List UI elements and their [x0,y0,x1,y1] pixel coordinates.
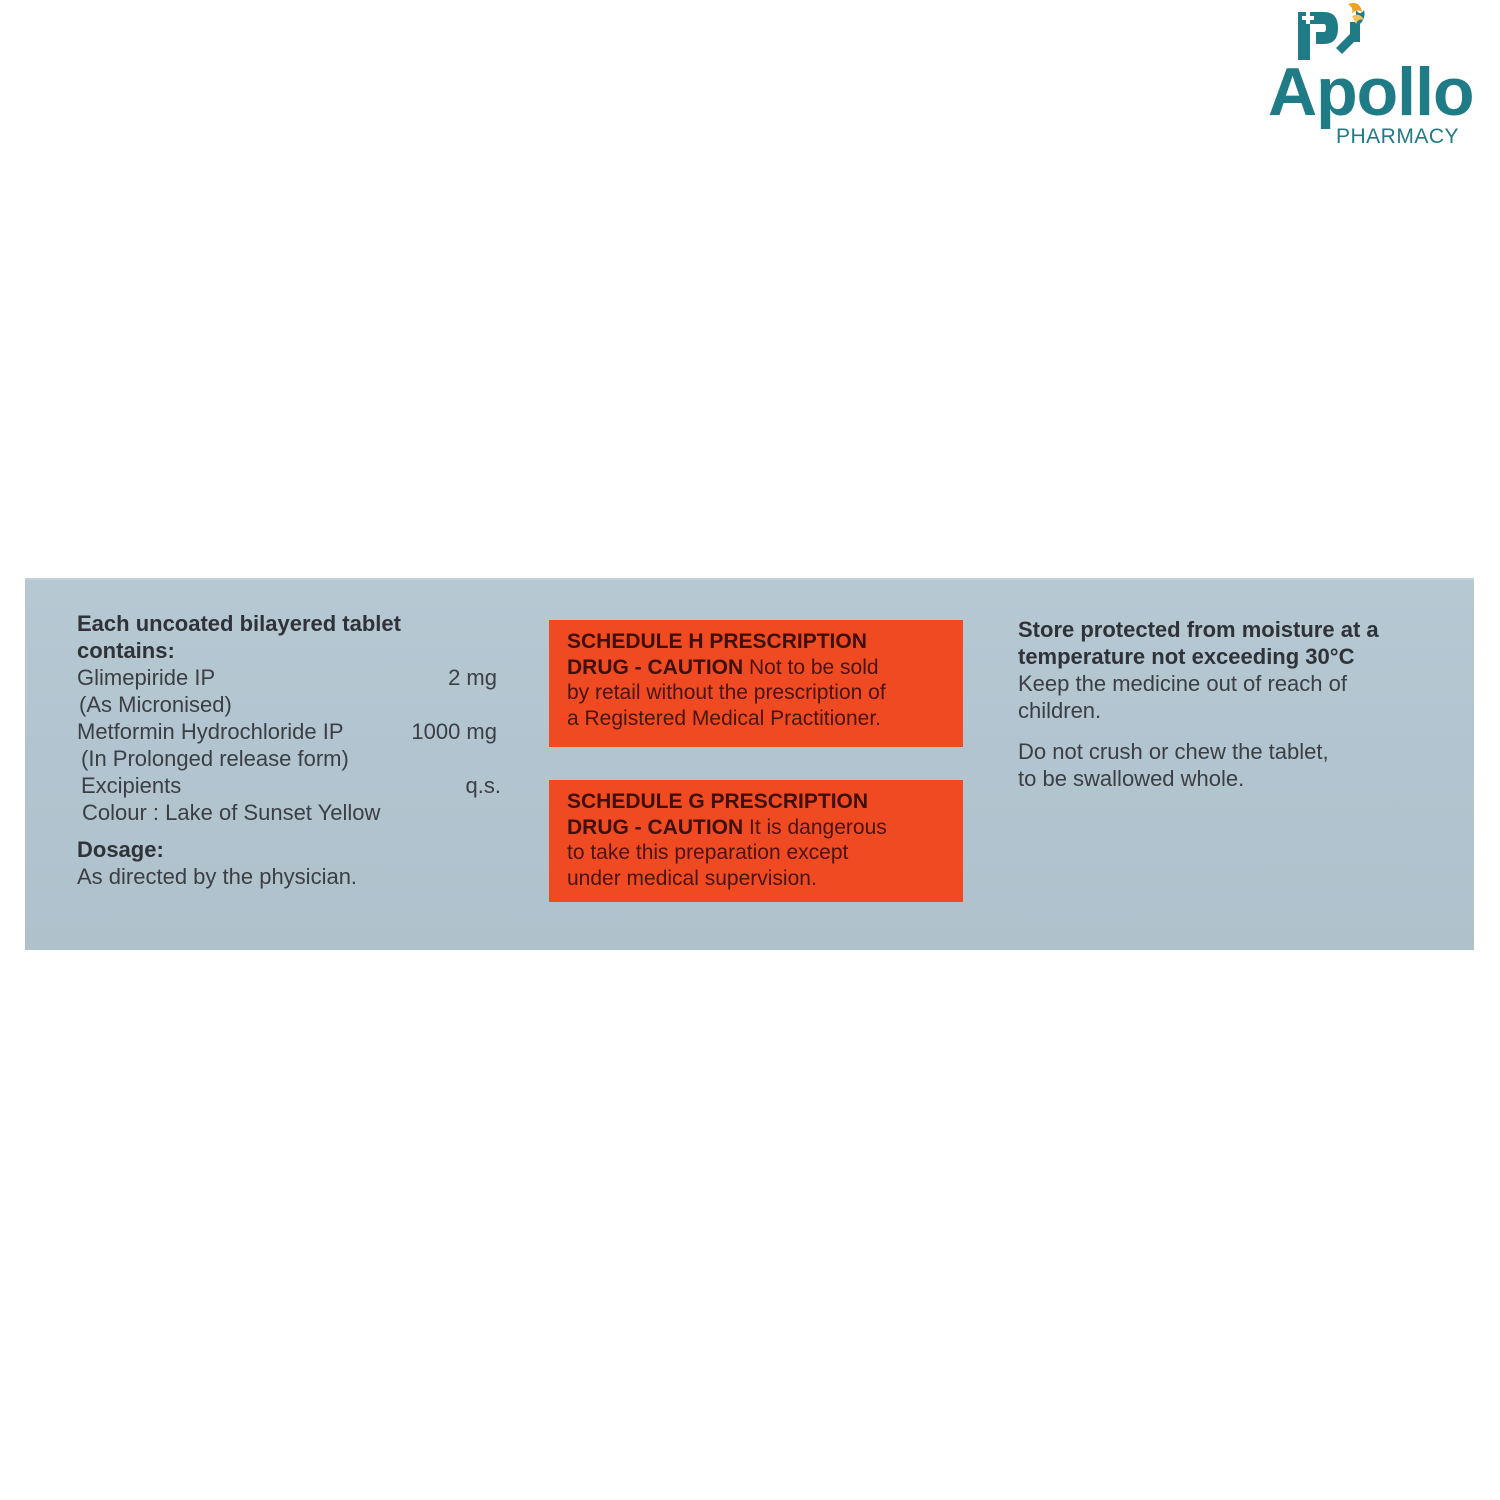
ingredient-amount: 2 mg [448,665,497,690]
schedule-g-warning [549,780,963,902]
logo-wordmark: Apollo [1268,54,1474,130]
warning-text: to take this preparation except [567,841,849,864]
storage-text: children. [1018,698,1102,723]
warning-text: under medical supervision. [567,866,817,890]
ingredient-row [77,718,497,745]
warning-text: It is dangerous [743,815,887,839]
warning-text: a Registered Medical Practitioner. [567,706,881,730]
dosage-text: As directed by the physician. [77,864,358,889]
warning-title-line2: DRUG - CAUTION [567,815,744,839]
warning-title-line1: SCHEDULE H PRESCRIPTION [567,630,867,653]
colour-info: Colour : Lake of Sunset Yellow [82,800,381,825]
composition-section [77,610,501,890]
dosage-label: Dosage: [77,837,164,862]
ingredient-name: Excipients [81,773,182,798]
ingredient-note: (As Micronised) [79,692,232,717]
logo-subtitle: PHARMACY [1336,125,1460,148]
storage-text: to be swallowed whole. [1018,766,1245,791]
medicine-carton-panel [25,578,1474,950]
storage-section [1018,616,1458,792]
ingredient-note: (In Prolonged release form) [81,746,349,771]
ingredient-name: Metformin Hydrochloride IP [77,719,344,744]
ingredient-row [77,664,497,691]
warning-title-line1: SCHEDULE G PRESCRIPTION [567,790,869,813]
composition-heading-line2: contains: [77,638,175,663]
storage-text: Keep the medicine out of reach of [1018,671,1347,696]
ingredient-row [77,772,501,799]
storage-bold-line2: temperature not exceeding 30°C [1018,644,1355,669]
warning-title-line2: DRUG - CAUTION [567,655,744,679]
ingredient-amount: 1000 mg [411,719,497,744]
composition-heading-line1: Each uncoated bilayered tablet [77,611,401,636]
storage-text: Do not crush or chew the tablet, [1018,739,1329,764]
storage-bold-line1: Store protected from moisture at a [1018,617,1379,642]
warning-text: Not to be sold [743,655,879,679]
apollo-pharmacy-logo [1262,0,1478,160]
warning-text: by retail without the prescription of [567,681,886,704]
ingredient-amount: q.s. [465,773,501,798]
ingredient-name: Glimepiride IP [77,665,216,690]
schedule-h-warning [549,620,963,747]
